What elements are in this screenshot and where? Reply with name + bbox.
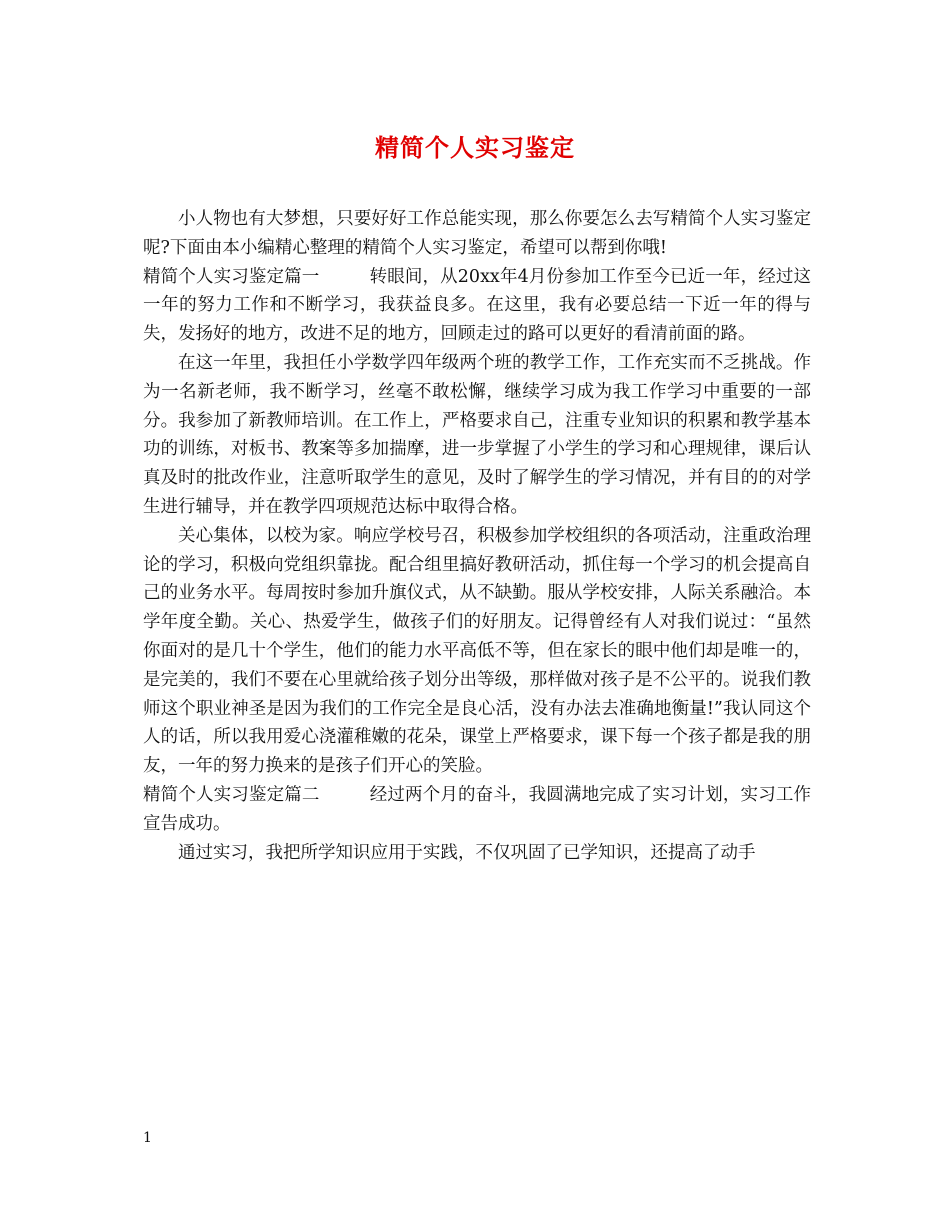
section-two-text: 经过两个月的奋斗，我圆满地完成了实习计划，实习工作宣告成功。 (143, 784, 812, 834)
collective-paragraph: 关心集体，以校为家。响应学校号召，积极参加学校组织的各项活动，注重政治理论的学习，积极向党组织靠拢。配合组里搞好教研活动，抓住每一个学习的机会提高自己的业务水平。每周按时参加升旗仪式，从不缺勤。服从学校安排，人际关系融洽。本学年度全勤。关心、热爱学生，做孩子们的好朋友。记得曾经有人对我们说过：“虽然你面对的是几十个学生，他们的能力水平高低不等，但在家长的眼中他们却是唯一的，是完美的，我们不要在心里就给孩子划分出等级，那样做对孩子是不公平的。说我们教师这个职业神圣是因为我们的工作完全是良心活，没有办法去准确地衡量!”我认同这个人的话，所以我用爱心浇灌稚嫩的花朵，课堂上严格要求，课下每一个孩子都是我的朋友，一年的努力换来的是孩子们开心的笑脸。 (143, 525, 811, 777)
section-two-paragraph (143, 781, 811, 839)
teaching-paragraph: 在这一年里，我担任小学数学四年级两个班的教学工作，工作充实而不乏挑战。作为一名新老师，我不断学习，丝毫不敢松懈，继续学习成为我工作学习中重要的一部分。我参加了新教师培训。在工作上，严格要求自己，注重专业知识的积累和教学基本功的训练，对板书、教案等多加揣摩，进一步掌握了小学生的学习和心理规律，课后认真及时的批改作业，注意听取学生的意见，及时了解学生的学习情况，并有目的的对学生进行辅导，并在教学四项规范达标中取得合格。 (143, 352, 811, 517)
intro-paragraph: 小人物也有大梦想，只要好好工作总能实现，那么你要怎么去写精简个人实习鉴定呢?下面由本小编精心整理的精简个人实习鉴定，希望可以帮到你哦! (143, 209, 811, 258)
document-body (143, 205, 811, 867)
section-one-paragraph (143, 263, 811, 349)
practice-paragraph: 通过实习，我把所学知识应用于实践，不仅巩固了已学知识，还提高了动手 (178, 842, 756, 863)
section-one-text: 转眼间，从20xx年4月份参加工作至今已近一年，经过这一年的努力工作和不断学习，我获益良多。在这里，我有必要总结一下近一年的得与失，发扬好的地方，改进不足的地方，回顾走过的路可以更好的看清前面的路。 (143, 266, 812, 345)
document-title: 精简个人实习鉴定 (375, 133, 575, 162)
section-one-heading: 精简个人实习鉴定篇一 (143, 266, 320, 287)
section-two-heading: 精简个人实习鉴定篇二 (143, 784, 320, 805)
page-number: 1 (143, 1130, 152, 1146)
